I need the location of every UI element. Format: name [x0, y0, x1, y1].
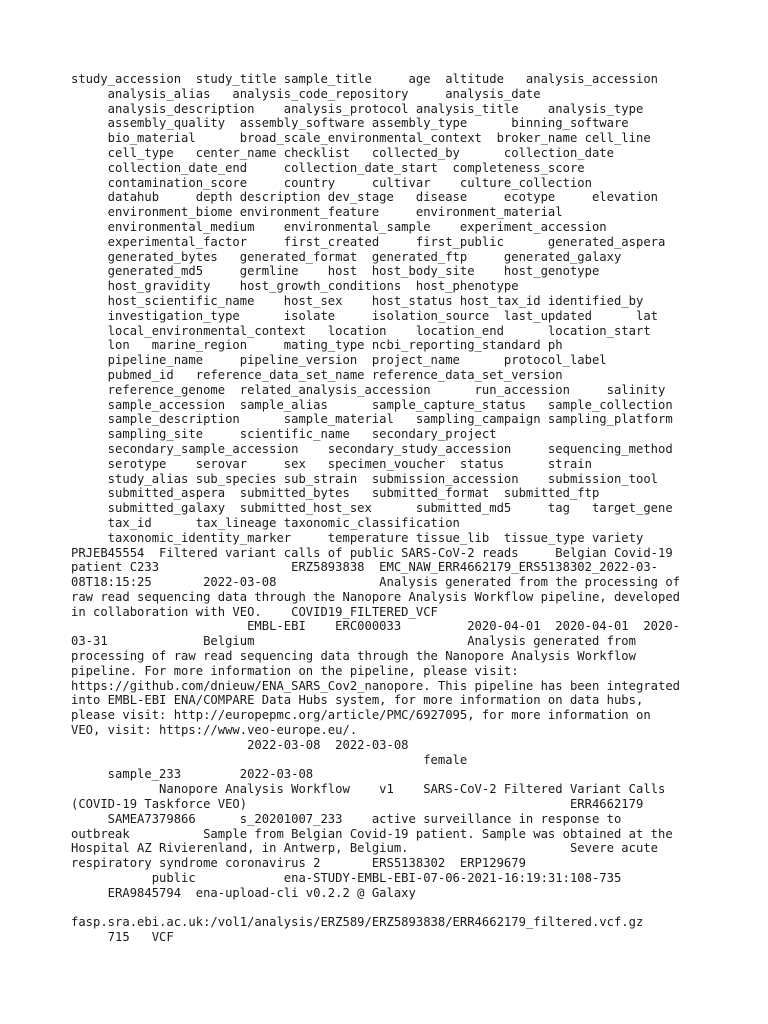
- document-line: [71, 901, 697, 916]
- document-line: raw read sequencing data through the Nanopore Analysis Workflow pipeline, developed: [71, 589, 681, 604]
- document-line: sample_description sample_material sampling_campaign sampling_platform: [71, 412, 673, 427]
- document-line: generated_bytes generated_format generated_ftp generated_galaxy: [71, 249, 622, 264]
- document-line: respiratory syndrome coronavirus 2 ERS5138302 ERP129679: [71, 856, 526, 871]
- document-line: investigation_type isolate isolation_source last_updated lat: [71, 308, 658, 323]
- document-line: contamination_score country cultivar culture_collection: [71, 175, 592, 190]
- document-line: public ena-STUDY-EMBL-EBI-07-06-2021-16:19:31:108-735: [71, 871, 622, 886]
- document-line: into EMBL-EBI ENA/COMPARE Data Hubs system, for more information on data hubs,: [71, 693, 644, 708]
- document-line: VEO, visit: https://www.veo-europe.eu/.: [71, 723, 358, 738]
- document-line: datahub depth description dev_stage disease ecotype elevation: [71, 190, 658, 205]
- document-line: secondary_sample_accession secondary_study_accession sequencing_method: [71, 441, 673, 456]
- document-line: patient C233 ERZ5893838 EMC_NAW_ERR4662179_ERS5138302_2022-03-: [71, 560, 658, 575]
- document-line: experimental_factor first_created first_public generated_aspera: [71, 234, 666, 249]
- document-line: 2022-03-08 2022-03-08: [71, 737, 409, 752]
- document-line: lon marine_region mating_type ncbi_reporting_standard ph: [71, 338, 563, 353]
- document-line: 08T18:15:25 2022-03-08 Analysis generated from the processing of: [71, 575, 681, 590]
- document-line: submitted_aspera submitted_bytes submitted_format submitted_ftp: [71, 486, 600, 501]
- document-line: female: [71, 752, 468, 767]
- document-line: collection_date_end collection_date_start completeness_score: [71, 160, 585, 175]
- document-line: reference_genome related_analysis_accession run_accession salinity: [71, 382, 666, 397]
- document-line: processing of raw read sequencing data through the Nanopore Analysis Workflow: [71, 649, 636, 664]
- document-line: study_accession study_title sample_title age altitude analysis_accession: [71, 72, 658, 86]
- document-line: ERA9845794 ena-upload-cli v0.2.2 @ Galaxy: [71, 885, 416, 900]
- document-line: generated_md5 germline host host_body_site host_genotype: [71, 264, 600, 279]
- document-line: submitted_galaxy submitted_host_sex submitted_md5 tag target_gene: [71, 501, 673, 516]
- document-line: please visit: http://europepmc.org/article/PMC/6927095, for more information on: [71, 708, 651, 723]
- document-line: analysis_alias analysis_code_repository analysis_date: [71, 86, 541, 101]
- document-line: 03-31 Belgium Analysis generated from: [71, 634, 636, 649]
- document-line: host_gravidity host_growth_conditions host_phenotype: [71, 279, 519, 294]
- document-line: tax_id tax_lineage taxonomic_classification: [71, 515, 460, 530]
- document-line: sampling_site scientific_name secondary_project: [71, 427, 497, 442]
- document-line: pubmed_id reference_data_set_name reference_data_set_version: [71, 367, 563, 382]
- document-line: pipeline_name pipeline_version project_name protocol_label: [71, 353, 607, 368]
- document-line: https://github.com/dnieuw/ENA_SARS_Cov2_nanopore. This pipeline has been integrated: [71, 678, 681, 693]
- document-line: sample_233 2022-03-08: [71, 767, 314, 782]
- document-line: taxonomic_identity_marker temperature tissue_lib tissue_type variety: [71, 530, 644, 545]
- document-line: environmental_medium environmental_sample experiment_accession: [71, 219, 607, 234]
- document-line: cell_type center_name checklist collected_by collection_date: [71, 145, 614, 160]
- document-line: in collaboration with VEO. COVID19_FILTERED_VCF: [71, 604, 438, 619]
- document-line: bio_material broad_scale_environmental_context broker_name cell_line: [71, 131, 651, 146]
- document-line: outbreak Sample from Belgian Covid-19 patient. Sample was obtained at the: [71, 826, 673, 841]
- document-line: SAMEA7379866 s_20201007_233 active surveillance in response to: [71, 811, 622, 826]
- document-line: Hospital AZ Rivierenland, in Antwerp, Belgium. Severe acute: [71, 841, 658, 856]
- document-line: assembly_quality assembly_software assembly_type binning_software: [71, 116, 629, 131]
- tsv-text-document: [71, 72, 697, 945]
- document-line: fasp.sra.ebi.ac.uk:/vol1/analysis/ERZ589/ERZ5893838/ERR4662179_filtered.vcf.gz: [71, 915, 644, 930]
- document-line: (COVID-19 Taskforce VEO) ERR4662179: [71, 797, 644, 812]
- document-line: host_scientific_name host_sex host_status host_tax_id identified_by: [71, 293, 644, 308]
- document-line: sample_accession sample_alias sample_capture_status sample_collection: [71, 397, 673, 412]
- document-line: analysis_description analysis_protocol analysis_title analysis_type: [71, 101, 644, 116]
- document-line: serotype serovar sex specimen_voucher status strain: [71, 456, 592, 471]
- document-line: pipeline. For more information on the pipeline, please visit:: [71, 663, 519, 678]
- document-line: Nanopore Analysis Workflow v1 SARS-CoV-2 Filtered Variant Calls: [71, 782, 666, 797]
- document-line: EMBL-EBI ERC000033 2020-04-01 2020-04-01 2020-: [71, 619, 681, 634]
- document-line: PRJEB45554 Filtered variant calls of public SARS-CoV-2 reads Belgian Covid-19: [71, 545, 673, 560]
- document-line: local_environmental_context location location_end location_start: [71, 323, 651, 338]
- document-line: study_alias sub_species sub_strain submission_accession submission_tool: [71, 471, 658, 486]
- document-line: 715 VCF: [71, 930, 174, 945]
- document-line: environment_biome environment_feature environment_material: [71, 205, 563, 220]
